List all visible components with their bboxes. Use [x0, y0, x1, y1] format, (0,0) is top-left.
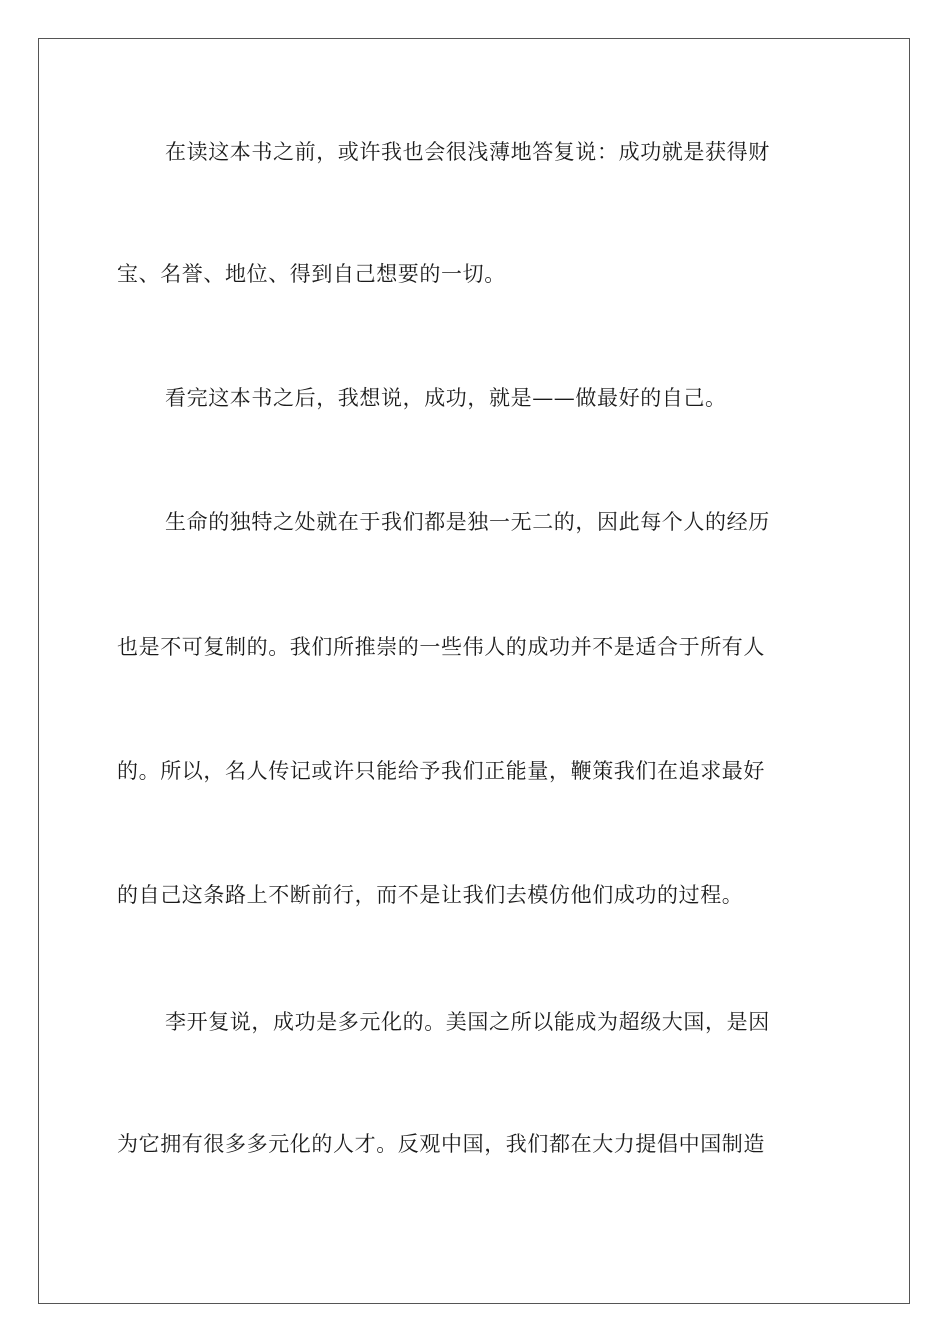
paragraph-1-line-1: 在读这本书之前，或许我也会很浅薄地答复说：成功就是获得财 [165, 140, 770, 164]
paragraph-3-line-1: 生命的独特之处就在于我们都是独一无二的，因此每个人的经历 [165, 510, 770, 534]
paragraph-4-line-1: 李开复说，成功是多元化的。美国之所以能成为超级大国，是因 [165, 1010, 770, 1034]
paragraph-3-line-2: 也是不可复制的。我们所推崇的一些伟人的成功并不是适合于所有人 [117, 635, 765, 659]
paragraph-3-line-4: 的自己这条路上不断前行，而不是让我们去模仿他们成功的过程。 [117, 883, 744, 907]
paragraph-3-line-3: 的。所以，名人传记或许只能给予我们正能量，鞭策我们在追求最好 [117, 759, 765, 783]
paragraph-2-line-1: 看完这本书之后，我想说，成功，就是——做最好的自己。 [165, 386, 727, 410]
page-border [38, 38, 910, 1304]
paragraph-1-line-2: 宝、名誉、地位、得到自己想要的一切。 [117, 262, 506, 286]
paragraph-4-line-2: 为它拥有很多多元化的人才。反观中国，我们都在大力提倡中国制造 [117, 1132, 765, 1156]
